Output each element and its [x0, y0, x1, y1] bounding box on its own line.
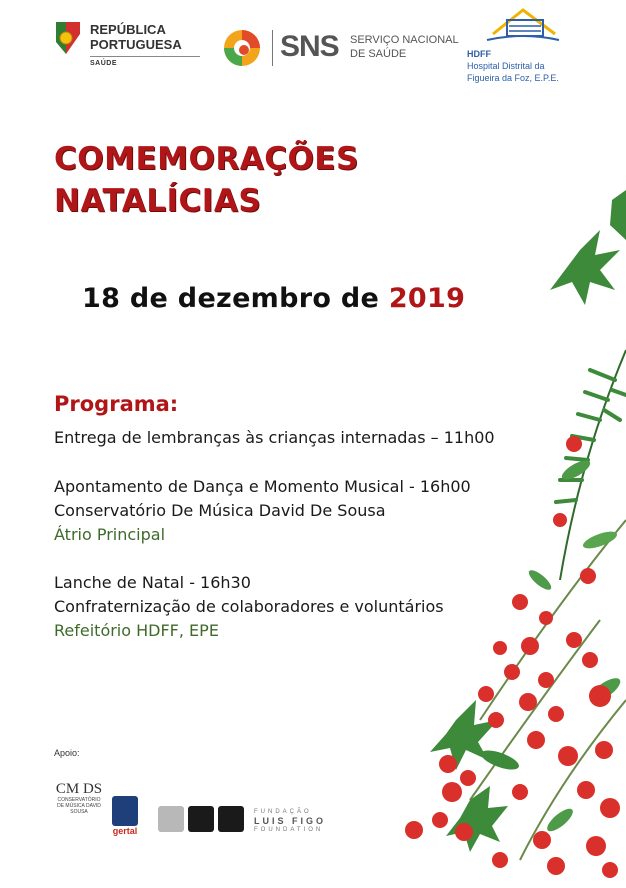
event-line: Lanche de Natal - 16h30	[54, 573, 251, 592]
page-title: COMEMORAÇÕES NATALÍCIAS	[54, 141, 359, 219]
flf-box-icon	[218, 806, 244, 832]
gertal-name: gertal	[112, 826, 138, 836]
program-heading	[54, 392, 178, 416]
sns-mark-icon	[222, 28, 262, 68]
republica-portuguesa-logo	[54, 20, 204, 72]
cmds-mark: CM DS	[55, 781, 103, 797]
hdff-abbr: HDFF	[467, 49, 491, 59]
sns-abbr: SNS	[280, 30, 339, 63]
program-heading-colon: :	[169, 392, 179, 416]
program-event	[54, 475, 471, 547]
republica-sub: SAÚDE	[90, 60, 118, 67]
portugal-flag-icon	[54, 20, 82, 56]
flf-box-icon	[158, 806, 184, 832]
republica-name: REPÚBLICA PORTUGUESA	[90, 22, 182, 52]
divider	[90, 56, 200, 57]
support-label: Apoio:	[54, 748, 80, 758]
gertal-mark-icon	[112, 796, 138, 826]
sponsor-logos	[54, 782, 354, 842]
hospital-building-icon	[483, 4, 561, 44]
cmds-name: CONSERVATÓRIO DE MÚSICA DAVID SOUSA	[57, 797, 101, 815]
program-heading-text: Programa	[54, 392, 170, 416]
gertal-logo	[108, 796, 142, 840]
event-date-year: 2019	[388, 283, 466, 314]
event-line: Confraternização de colaboradores e voluntários	[54, 597, 444, 616]
flf-box-icon	[188, 806, 214, 832]
sns-name: SERVIÇO NACIONAL DE SAÚDE	[350, 34, 459, 60]
hdff-logo	[465, 4, 565, 83]
flf-middle: LUIS FIGO	[254, 816, 326, 826]
event-line: Apontamento de Dança e Momento Musical - 16h00	[54, 477, 471, 496]
event-line: Entrega de lembranças às crianças internadas – 11h00	[54, 428, 495, 447]
divider	[272, 30, 273, 66]
flf-bottom: FOUNDATION	[254, 827, 324, 833]
event-line: Conservatório De Música David De Sousa	[54, 501, 386, 520]
event-location: Refeitório HDFF, EPE	[54, 621, 219, 640]
sns-logo	[222, 28, 462, 72]
hdff-name: Hospital Distrital da Figueira da Foz, E.P.E.	[467, 61, 559, 83]
cmds-logo	[54, 782, 104, 844]
header	[0, 0, 626, 90]
luis-figo-foundation-logo	[158, 806, 348, 834]
event-date-text: 18 de dezembro de	[82, 283, 389, 314]
program-event	[54, 571, 444, 643]
event-date	[82, 283, 542, 314]
program-event	[54, 426, 495, 450]
flf-top: FUNDAÇÃO	[254, 809, 312, 815]
event-location: Átrio Principal	[54, 525, 166, 544]
